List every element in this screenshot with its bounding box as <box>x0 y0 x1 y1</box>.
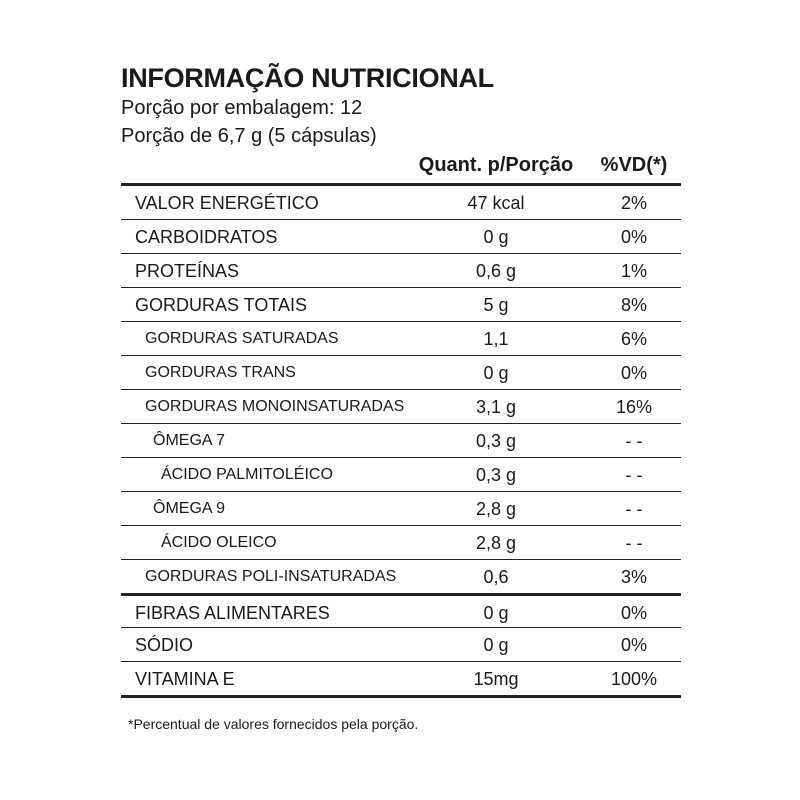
table-row <box>121 287 681 321</box>
nutrient-label: CARBOIDRATOS <box>135 227 278 247</box>
nutrient-quantity: 0,3 g <box>475 431 517 451</box>
nutrient-daily-value: 1% <box>620 261 647 281</box>
nutrient-daily-value: - - <box>625 499 643 519</box>
nutrient-daily-value: 0% <box>620 635 647 655</box>
nutrient-label: GORDURAS TRANS <box>145 364 296 381</box>
table-row <box>121 423 681 457</box>
table-row <box>121 627 681 661</box>
nutrient-label: ÔMEGA 7 <box>153 432 226 449</box>
nutrient-quantity: 2,8 g <box>475 533 517 553</box>
nutrition-title: INFORMAÇÃO NUTRICIONAL <box>121 63 494 93</box>
table-row <box>121 253 681 287</box>
nutrient-quantity: 5 g <box>483 295 509 315</box>
nutrient-label: FIBRAS ALIMENTARES <box>135 603 330 623</box>
nutrient-daily-value: 3% <box>620 567 647 587</box>
nutrient-quantity: 0 g <box>483 635 509 655</box>
nutrition-table <box>121 183 681 698</box>
nutrient-daily-value: - - <box>625 465 643 485</box>
nutrient-daily-value: 0% <box>620 603 647 623</box>
nutrient-label: GORDURAS SATURADAS <box>145 330 339 347</box>
nutrient-quantity: 2,8 g <box>475 499 517 519</box>
table-row <box>121 355 681 389</box>
nutrient-daily-value: 100% <box>610 669 658 689</box>
nutrient-daily-value: 0% <box>620 227 647 247</box>
nutrient-quantity: 0,6 <box>483 567 509 587</box>
nutrient-label: ÁCIDO OLEICO <box>161 534 277 551</box>
nutrient-label: VALOR ENERGÉTICO <box>135 193 319 213</box>
nutrient-daily-value: - - <box>625 431 643 451</box>
nutrient-label: GORDURAS MONOINSATURADAS <box>145 398 405 415</box>
table-header <box>121 152 681 183</box>
nutrient-quantity: 0 g <box>483 363 509 383</box>
table-row <box>121 491 681 525</box>
nutrient-quantity: 1,1 <box>483 329 509 349</box>
table-row <box>121 457 681 491</box>
nutrient-quantity: 0 g <box>483 227 509 247</box>
nutrient-label: PROTEÍNAS <box>135 261 240 281</box>
table-row <box>121 661 681 695</box>
nutrient-quantity: 0 g <box>483 603 509 623</box>
nutrient-daily-value: 8% <box>620 295 647 315</box>
table-row <box>121 389 681 423</box>
nutrient-quantity: 47 kcal <box>467 193 525 213</box>
nutrient-label: GORDURAS TOTAIS <box>135 295 308 315</box>
nutrient-daily-value: 2% <box>620 193 647 213</box>
footnote: *Percentual de valores fornecidos pela porção. <box>128 716 419 732</box>
nutrient-label: SÓDIO <box>135 635 194 655</box>
table-row <box>121 559 681 593</box>
portion-size: Porção de 6,7 g (5 cápsulas) <box>121 125 377 147</box>
table-row <box>121 186 681 219</box>
nutrition-facts-panel <box>121 62 681 698</box>
nutrient-label: GORDURAS POLI-INSATURADAS <box>145 568 397 585</box>
daily-value-column-header: %VD(*) <box>600 154 668 176</box>
nutrient-label: ÔMEGA 9 <box>153 500 226 517</box>
table-row <box>121 321 681 355</box>
nutrient-label: VITAMINA E <box>135 669 235 689</box>
table-row <box>121 525 681 559</box>
table-row <box>121 219 681 253</box>
nutrient-quantity: 15mg <box>473 669 519 689</box>
portions-per-package: Porção por embalagem: 12 <box>121 97 363 119</box>
nutrient-daily-value: 6% <box>620 329 647 349</box>
nutrient-quantity: 0,6 g <box>475 261 517 281</box>
nutrient-daily-value: - - <box>625 533 643 553</box>
table-row <box>121 593 681 627</box>
nutrient-daily-value: 16% <box>615 397 653 417</box>
quantity-column-header: Quant. p/Porção <box>418 154 574 176</box>
nutrient-label: ÁCIDO PALMITOLÉICO <box>161 466 333 483</box>
nutrient-quantity: 0,3 g <box>475 465 517 485</box>
nutrient-quantity: 3,1 g <box>475 397 517 417</box>
nutrient-daily-value: 0% <box>620 363 647 383</box>
